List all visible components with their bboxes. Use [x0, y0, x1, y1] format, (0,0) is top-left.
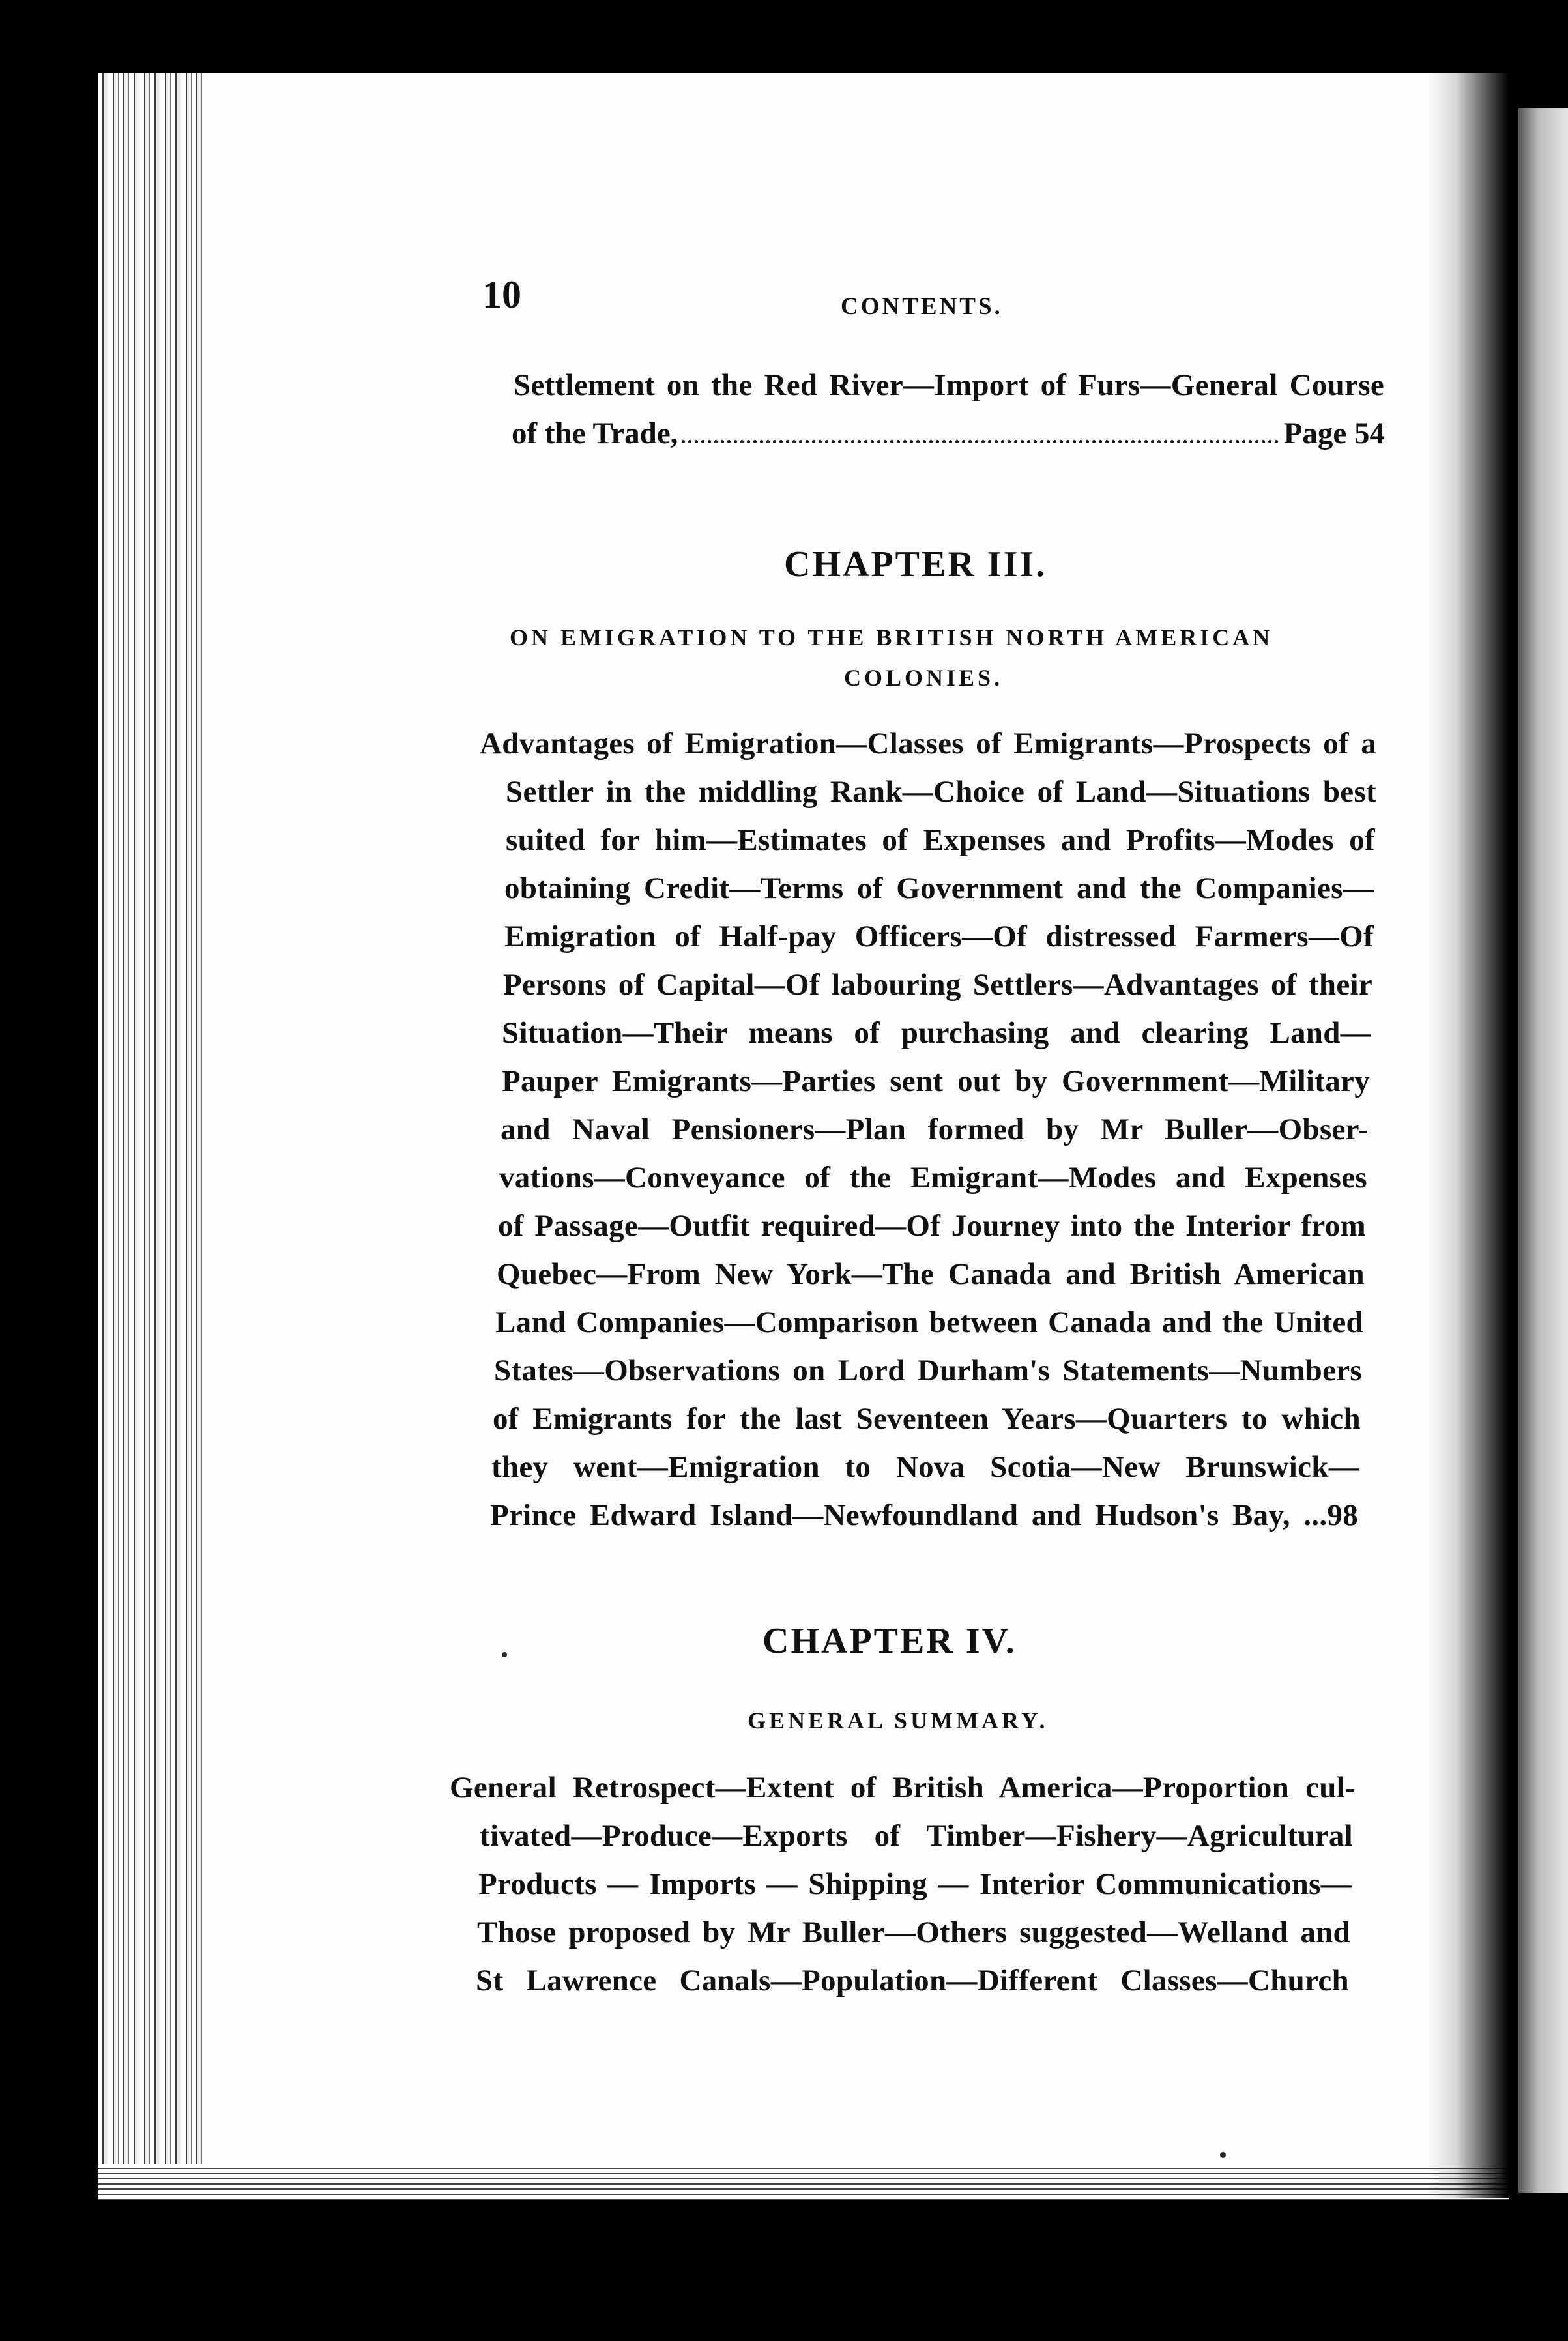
page-number: 10: [482, 273, 521, 316]
chapter-3-line: Quebec—From New York—The Canada and British American: [497, 1257, 1365, 1291]
chapter-3-subtitle-line2: COLONIES.: [844, 665, 1004, 691]
chapter-3-line: Situation—Their means of purchasing and clearing Land—: [502, 1016, 1371, 1050]
page-reference: Page 54: [1283, 416, 1385, 450]
chapter-4-title: CHAPTER IV.: [762, 1621, 1017, 1661]
chapter-4-line: General Retrospect—Extent of British America—Proportion cul-: [450, 1771, 1356, 1805]
chapter-4-line: St Lawrence Canals—Population—Different Classes—Church: [476, 1964, 1349, 1998]
running-title: CONTENTS.: [841, 293, 1003, 320]
page-edges-bottom: [98, 2164, 1509, 2200]
chapter-3-line: Settler in the middling Rank—Choice of Land—Situations best: [506, 775, 1376, 809]
chapter-4-line: Those proposed by Mr Buller—Others suggested—Welland and: [477, 1915, 1350, 1949]
intro-leader-line: [512, 418, 1385, 451]
ink-speck: [1220, 2152, 1226, 2158]
chapter-3-title: CHAPTER III.: [784, 544, 1047, 585]
chapter-3-line: Pauper Emigrants—Parties sent out by Government—Military: [502, 1064, 1370, 1098]
chapter-3-line: of Emigrants for the last Seventeen Years—Quarters to which: [493, 1402, 1361, 1436]
intro-line-text: of the Trade,: [512, 416, 678, 450]
ink-speck: [502, 1652, 507, 1657]
chapter-3-line: obtaining Credit—Terms of Government and the Companies—: [504, 871, 1374, 905]
chapter-3-line: suited for him—Estimates of Expenses and Profits—Modes of: [506, 823, 1375, 857]
facing-page-edge: [1518, 108, 1568, 2193]
chapter-3-line: Advantages of Emigration—Classes of Emigrants—Prospects of a: [480, 727, 1376, 761]
chapter-4-line: tivated—Produce—Exports of Timber—Fishery—Agricultural: [480, 1819, 1353, 1853]
chapter-3-subtitle-line1: ON EMIGRATION TO THE BRITISH NORTH AMERICAN: [510, 624, 1273, 650]
binding-shadow: [1427, 73, 1509, 2198]
chapter-3-line: of Passage—Outfit required—Of Journey into the Interior from: [498, 1209, 1366, 1243]
chapter-3-line: Persons of Capital—Of labouring Settlers—Advantages of their: [503, 968, 1372, 1002]
dot-leader: [682, 440, 1278, 443]
chapter-3-line: Emigration of Half-pay Officers—Of distressed Farmers—Of: [504, 920, 1374, 953]
chapter-3-line: they went—Emigration to Nova Scotia—New Brunswick—: [491, 1450, 1359, 1484]
chapter-3-line: vations—Conveyance of the Emigrant—Modes and Expenses: [499, 1161, 1367, 1195]
chapter-3-line: and Naval Pensioners—Plan formed by Mr Buller—Obser-: [501, 1112, 1369, 1146]
chapter-3-line: States—Observations on Lord Durham's Statements—Numbers: [494, 1354, 1362, 1388]
intro-line: Settlement on the Red River—Import of Furs—General Course: [514, 368, 1384, 402]
chapter-4-subtitle: GENERAL SUMMARY.: [748, 1708, 1049, 1734]
chapter-3-line: Prince Edward Island—Newfoundland and Hudson's Bay, ...98: [490, 1498, 1358, 1532]
chapter-3-line: Land Companies—Comparison between Canada and the United: [495, 1305, 1363, 1339]
page-edges-left: [98, 73, 205, 2198]
chapter-4-line: Products — Imports — Shipping — Interior Communications—: [478, 1867, 1352, 1901]
